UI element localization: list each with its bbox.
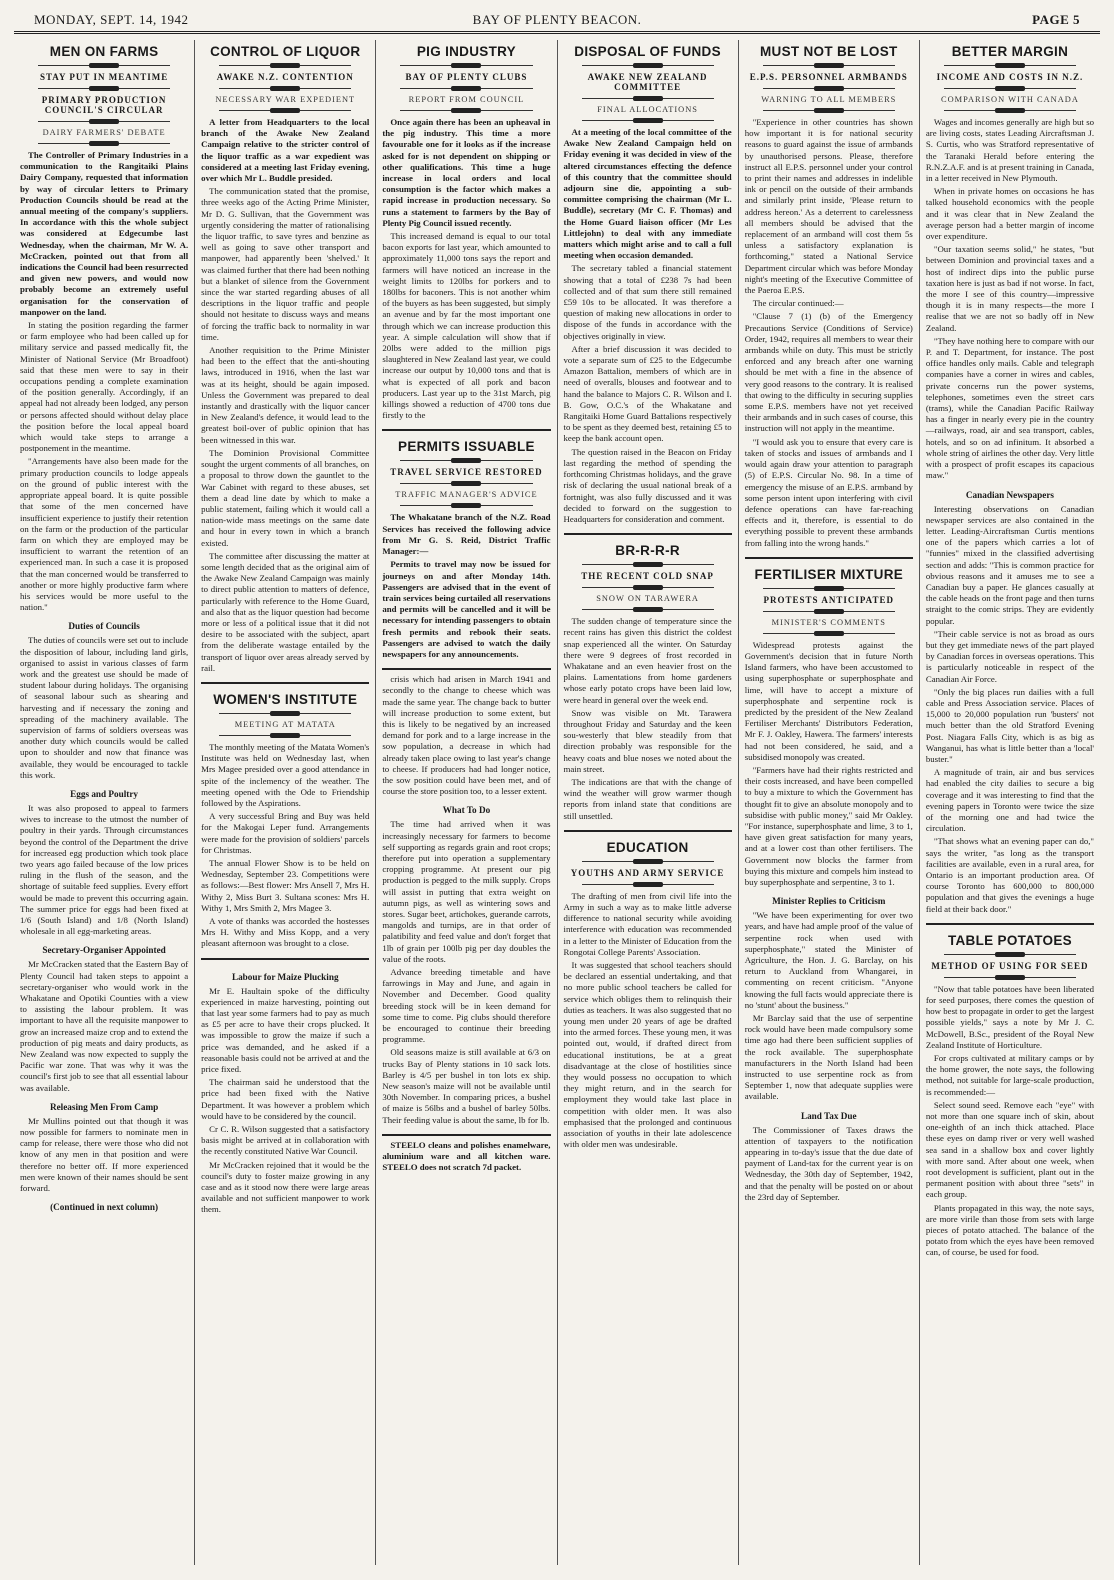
- paragraph: Mr Barclay said that the use of serpentine rock would have been made compulsory some time ago had there been sufficient supplies of the rock available. The superphosphate manufacturers in the North Island had been instructed to use serpentine rock as from September 1, now that adequate supplies were available.: [744, 1013, 913, 1102]
- deck: REPORT FROM COUNCIL: [408, 95, 525, 104]
- column-1: [14, 40, 195, 1565]
- paragraph: Another requisition to the Prime Minister had been to the effect that the anti-shouting laws, introduced in 1916, when the last war was at its height, should be again imposed. Unless the Government was prepared to deal instantly and drastically with the liquor cancer in New Zealand's defence, it would lead to the greatest boil-over of public opinion that has been witnessed in this war.: [201, 345, 370, 445]
- masthead: [14, 12, 1100, 34]
- deck: MEETING AT MATATA: [234, 719, 336, 729]
- divider: [400, 483, 532, 484]
- divider: [219, 88, 351, 89]
- paragraph: A vote of thanks was accorded the hostesses Mrs H. Withy and Miss Kopp, and a very pleasant afternoon was brought to a close.: [201, 916, 370, 949]
- deck: MINISTER'S COMMENTS: [771, 617, 886, 627]
- subheading: Land Tax Due: [800, 1110, 857, 1121]
- column-5: [739, 40, 920, 1565]
- paragraph: "Experience in other countries has shown how important it is for national security reasons to guard against the issue of armbands by unauthorised persons. Please, therefore instruct all E.P.S. personnel under your control to print their names and addresses in indelible ink or pencil on the outside of their armbands and similarly print inside, 'Please return to address hereon.' As a deterrent to carelessness all members should be advised that the replacement of an armband will cost them 5s unless a satisfactory explanation is forthcoming," stated a National Service Department circular which was before Monday night's meeting of the Executive Committee of the Paeroa E.P.S.: [744, 117, 913, 296]
- paragraph: "Farmers have had their rights restricted and their costs increased, and have been compelled to buy a mixture to which the Government has thought fit to give an absolute monopoly and to subsidise with public money," said Mr Oakley. "For instance, superphosphate and lime, 3 to 1, have given great satisfaction for many years, and at a lower cost than other fertilisers. The Government now blocks the farmer from buying this mixture and compels him instead to buy superphosphate and serpentine, 3 to 1.: [744, 764, 913, 887]
- headline-better-margin: BETTER MARGIN: [951, 44, 1069, 59]
- divider: [763, 588, 895, 589]
- paragraph: The Controller of Primary Industries in a communication to the Rangitaiki Plains Dairy Company, requested that information by way of circular letters to Primary Production Councils should be read at the annual meeting of the company's suppliers. In accordance with this the whole subject was considered at Edgecumbe last Wednesday, when the chairman, Mr W. A. McCracken, pointed out that from all indications the Council had been resurrected and given new powers, and would now probably become an extremely useful organisation for the conservation of manpower on the land.: [20, 150, 189, 317]
- headline-permits-issuable: PERMITS ISSUABLE: [398, 439, 535, 455]
- headline-womens-institute: WOMEN'S INSTITUTE: [213, 691, 358, 707]
- deck: NECESSARY WAR EXPEDIENT: [215, 95, 356, 104]
- divider: [763, 88, 895, 89]
- deck: YOUTHS AND ARMY SERVICE: [570, 867, 725, 878]
- paragraph: A very successful Bring and Buy was held for the Makogai Leper fund. Arrangements were made for the provision of soldiers' parcels for Christmas.: [201, 811, 370, 855]
- paper-title: BAY OF PLENTY BEACON.: [472, 12, 642, 27]
- divider: [38, 121, 170, 122]
- section-divider: [745, 557, 913, 563]
- subheading: Labour for Maize Plucking: [231, 971, 339, 982]
- paragraph: Select sound seed. Remove each "eye" with not more than one square inch of skin, about one-eighth of an inch thick attached. Place these eyes on damp river or very well washed sea sand in a shallow box and cover lightly with more sand. After about one week, when root development is sufficient, plant out in the permanent position with about three "sets" in each group.: [925, 1099, 1095, 1200]
- divider: [219, 713, 351, 714]
- paragraph: The circular continued:—: [752, 298, 844, 309]
- headline-control-of-liquor: CONTROL OF LIQUOR: [210, 44, 361, 59]
- deck: INCOME AND COSTS IN N.Z.: [936, 72, 1084, 82]
- paragraph: Widespread protests against the Government's decision that in future North Island farmers, who have been accustomed to using superphosphate or superphosphate and lime, will have to accept a mixture of superphosphate and serpentine rock is predicted by the president of the New Zealand Fertiliser Merchants' Distributors Federation, Mr F. J. Oakley, Hawera. The farmers' interests had not been considered, he said, and a subsidised monopoly was created.: [744, 639, 913, 762]
- divider: [944, 954, 1076, 955]
- paragraph: Mr Mullins pointed out that though it was now possible for farmers to nominate men in camp for release, there were those who did not know of any men in that position and were therefore no better off. If more experienced men were known of their names should be sent forward.: [20, 1115, 189, 1194]
- headline-fertiliser-mixture: FERTILISER MIXTURE: [754, 566, 904, 582]
- subheading: What To Do: [442, 805, 491, 816]
- paragraph: "Clause 7 (1) (b) of the Emergency Precautions Service (Conditions of Service) Order, 1942, requires all members to wear their armbands while on duty. This must be strictly enforced and any breach after one warning should be met with a fine in the absence of very good reasons to the contrary. It is realised that owing to the difficulty in securing supplies some E.P.S. members have not yet received their armbands and in such cases of course, this instruction will not apply in the meantime.: [744, 311, 913, 434]
- divider: [582, 587, 714, 588]
- headline-must-not-be-lost: MUST NOT BE LOST: [760, 44, 898, 59]
- divider: [219, 65, 351, 66]
- paragraph: "Now that table potatoes have been liberated for seed purposes, there comes the question of how best to propagate in order to get the largest possible yields," says a note by Mr J. C. McDowell, B.Sc., president of the Royal New Zealand Institute of Horticulture.: [925, 983, 1095, 1050]
- divider: [763, 611, 895, 612]
- paragraph: When in private homes on occasions he has talked household economics with the people and it was clear that in New Zealand the average person had a better margin of income over expenditure.: [925, 186, 1095, 242]
- section-divider: [564, 533, 732, 539]
- paragraph: "Only the big places run dailies with a full cable and Press Association service. Places of 15,000 to 20,000 population run 'busters' not much better than the old Stratford Evening Post. Niagara Falls City, which is as big as Wanganui, has what is little better than a 'local' buster.": [925, 686, 1095, 764]
- paragraph: The monthly meeting of the Matata Women's Institute was held on Wednesday last, when Mrs Magee presided over a good attendance in spite of the inclemency of the weather. The meeting opened with the Ode to Friendship followed by the Aspirations.: [201, 741, 370, 808]
- issue-date: MONDAY, SEPT. 14, 1942: [34, 12, 189, 27]
- paragraph: Plants propagated in this way, the note says, are more virile than those from sets with large pieces of potato attached. The balance of the potato from which the eyes have been removed can, of course, be used for food.: [925, 1202, 1095, 1258]
- subheading: Minister Replies to Criticism: [772, 896, 886, 907]
- divider: [763, 65, 895, 66]
- headline-education: EDUCATION: [606, 839, 689, 855]
- continued-note: (Continued in next column): [50, 1202, 159, 1213]
- section-divider: [926, 923, 1094, 929]
- paragraph: Wages and incomes generally are high but so are living costs, states Leading Aircraftsman J. S. Curtis, who was Stratford representative of the Taranaki Herald before entering the R.N.Z.A.F. and is at present training in Canada, in a letter received in New Plymouth.: [925, 117, 1095, 184]
- section-divider: [201, 682, 369, 688]
- paragraph: The committee after discussing the matter at some length decided that as the original aim of the Awake New Zealand Campaign was mainly to direct public attention to matters of defence, particularly with reference to the Home Guard, and also that as the liquor question had become more or less of a political issue that it did not desire to be associated with the subject, apart from the deliberate wastage entailed by the transport of liquor over areas already served by rail.: [201, 550, 370, 673]
- deck: BAY OF PLENTY CLUBS: [405, 72, 528, 82]
- paragraph: The communication stated that the promise, three weeks ago of the Acting Prime Minister, Mr D. G. Sullivan, that the Government was urgently considering the matter of rationalising the liquor traffic, to save tyres and benzine as well as going to save other transport and manpower, had apparently been 'shelved.' It was claimed further that there had been nothing but a blanket of silence from the Government since the war started regarding abuses of all descriptions in the liquor traffic and people should not hesitate to discuss ways and means of forcing the traffic back to normality in war time.: [201, 186, 370, 342]
- paragraph: It was also proposed to appeal to farmers wives to increase to the utmost the number of poultry in their yards. Through circumstances beyond the control of the Department the drive for increased egg production which took place two years ago failed because of the low prices ruling in the flush of the season, and the shortage of suitable feed supplies. Every effort would be made to prevent this occurring again. The summer price for eggs had been fixed at 1/6 (South Island) and 1/8 (North Island) wholesale in all egg-marketing areas.: [20, 802, 189, 937]
- divider: [944, 977, 1076, 978]
- divider: [400, 110, 532, 111]
- paragraph: This increased demand is equal to our total bacon exports for last year, which amounted to approximately 11,000 tons says the report and farmers will have noticed an increase in the weight limits to 120lbs for porkers and to 180lbs for baconers. This is not another whim of the buyers as has been suggested, but simply an avenue and by far the most important one through which we can increase production this year. A simple calculation will show that if 20lbs were added to the million pigs slaughtered in New Zealand last year, we could increase our output by 10,000 tons and that is what is expected of all pork and bacon producers. Last year up to the 31st March, pig killings showed a reduction of 4700 tons due firstly to the: [382, 231, 551, 421]
- paragraph: Advance breeding timetable and have farrowings in May and June, and again in November and December. Good quality breeding stock will be in keen demand for some time to come. Pig clubs should therefore be encouraged to continue their breeding programme.: [382, 967, 551, 1045]
- paragraph: crisis which had arisen in March 1941 and secondly to the change to cheese which was made the same year. The change back to butter will increase production to some extent, but this is likely to be negatived by an increased demand for pork and to a large increase in the sow population, a decrease in which had already taken place owing to last year's change to cheese. If producers had had longer notice, the sow position could have been met, and of course the store position too, to a lesser extent.: [382, 674, 551, 797]
- deck: AWAKE NEW ZEALAND COMMITTEE: [587, 72, 708, 92]
- deck: WARNING TO ALL MEMBERS: [761, 95, 897, 104]
- section-divider: [382, 429, 550, 435]
- column-4: [558, 40, 739, 1565]
- deck: STAY PUT IN MEANTIME: [39, 72, 169, 82]
- paragraph: Cr C. R. Wilson suggested that a satisfactory basis might be arrived at in collaboration with the recently constituted Native War Council.: [201, 1124, 370, 1157]
- column-2: [195, 40, 376, 1565]
- paragraph: It was suggested that school teachers should be declared an essential undertaking, and that no more public school teachers be called for service which obliges them to relinquish their duties as teachers. It was also suggested that no young men under 20 years of age be drafted into the armed forces. These young men, it was pointed out, would, if drafted direct from educational institutions, be at a great disadvantage at the close of hostilities since they would possess no occupation to which they might return, and in the search for employment they would take last place in competition with older men. It was also emphasised that the prolonged and continuous association of youths in their late adolescence with older men was undesirable.: [563, 959, 732, 1150]
- column-6: [920, 40, 1100, 1565]
- paragraph: Mr McCracken stated that the Eastern Bay of Plenty Council had taken steps to appoint a secretary-organiser who would work in the Whakatane and Opotiki Counties with a view to assisting the labour problem. It was important to have all the requisite manpower to grow an increased maize crop and to extend the production of pig meats and dairy products, as New Zealand was now expected to supply the Pacific war zone. That was why it was the council's first job to see that all essential labour was available.: [20, 959, 189, 1093]
- divider: [400, 505, 532, 506]
- column-3: [376, 40, 557, 1565]
- subheading: Secretary-Organiser Appointed: [42, 945, 166, 956]
- paragraph: Snow was visible on Mt. Tarawera throughout Friday and Saturday and the keen sou-westerly that blew steadily from that direction probably was responsible for the heavy coats and blue noses we noted about the main street.: [563, 707, 732, 774]
- paragraph: Interesting observations on Canadian newspaper services are also contained in the letter. Leading-Aircraftsman Curtis mentions one of the papers which carries a lot of "funnies" mixed in the classified advertising section and adds: "This is common practice for obvious reasons and it amuses me to see a Canadian buy a paper. He glances casually at the cable heads on the front page and then turns straight to the comic strips. They are evidently popular.: [925, 503, 1095, 626]
- paragraph: For crops cultivated at military camps or by the home grower, the note says, the following method, not suitable for large-scale production, is recommended:—: [925, 1053, 1095, 1097]
- headline-men-on-farms: MEN ON FARMS: [49, 44, 159, 59]
- headline-pig-industry: PIG INDUSTRY: [416, 44, 516, 59]
- headline-br-r-r-r: BR-R-R-R: [615, 543, 680, 559]
- paragraph: The indications are that with the change of wind the weather will grow warmer though reports from inland state that conditions are still unsettled.: [563, 776, 732, 821]
- paragraph: "They have nothing here to compare with our P. and T. Department, for instance. The post office handles only mails. Cable and telegraph companies have a corner in wires and cables, private concerns run the power systems, telephones, sometimes even the street cars (trams), while the Canadian Pacific Railway has a finger in nearly every pie in the country—railways, road, air and sea transport, cables, hotels, and so on ad infinitum. It absorbed a whole string of airlines the other day. Very little with a prospect of profit escapes its capacious maw.": [925, 335, 1095, 481]
- paragraph: "That shows what an evening paper can do," says the writer, "as long as the transport facilities are available, even in a rural area, for Ontario is an important production area. Of course Toronto has 600,000 to 800,000 population and that gives the evenings a huge field at their back door.": [925, 836, 1095, 914]
- divider: [763, 110, 895, 111]
- divider: [944, 110, 1076, 111]
- paragraph: After a brief discussion it was decided to vote a separate sum of £25 to the Edgecumbe Amazon Battalion, members of which are in need of overalls, blouses and footwear and to hand the balance to Majors C. R. Wilson and I. B. Gow, O.C.'s of the Whakatane and Rangitaiki Home Guard Battalions respectively to be spent as they deemed best, retaining £5 to keep the bank account open.: [563, 343, 732, 444]
- advertisement-steelo: STEELO cleans and polishes enamelware, aluminium ware and all kitchen ware. STEELO does not scratch 7d packet.: [382, 1139, 551, 1173]
- paragraph: The time had arrived when it was increasingly necessary for farmers to become self supporting as regards grain and root crops; therefore put into operation a supplementary cropping programme. At present our pig production is pegged to the milk supply. Crops will assist in putting that extra weight on autumn pigs, as well as wintering sows and stores. Sugar beet, artichokes, guerande carrots, mangolds and turnips, are in that order of palatibility and feed value and don't forget that 1lb of grain per 100lb pig per day doubles the value of the roots.: [382, 819, 551, 964]
- paragraph: In stating the position regarding the farmer or farm employee who had been called up for military service and passed medically fit, the Minister of National Service (Mr Broadfoot) said that these men were to say in their occupations pending a complete examination of the position generally. Accordingly, if an appeal had not already been lodged, any person or persons affected should without delay place the position before the local appeal board which would take steps to arrange a postponement in the meantime.: [20, 320, 189, 454]
- deck: PROTESTS ANTICIPATED: [763, 594, 894, 605]
- paragraph: "I would ask you to ensure that every care is taken of stocks and issues of armbands and I would again draw your attention to paragraph (5) of E.P.S. Circular No. 98. In a time of emergency the misuse of an E.P.S. armband by some person intent upon interfering with civil defence operations can have far-reaching effects and it, therefore, is essential to do everything possible to prevent these armbands from falling into the wrong hands.": [744, 436, 913, 548]
- headline-disposal-of-funds: DISPOSAL OF FUNDS: [574, 44, 721, 59]
- page-number: PAGE 5: [1032, 12, 1081, 27]
- deck: COMPARISON WITH CANADA: [941, 95, 1079, 104]
- paragraph: "Our taxation seems solid," he states, "but between Dominion and provincial taxes and a host of indirect dips into the public purse taxation here is just as bad if not worse. In fact, the more I see of this country—impressive though it is in many respects—the more I realise that we are not so badly off in New Zealand.: [925, 244, 1095, 333]
- divider: [400, 460, 532, 461]
- divider: [582, 884, 714, 885]
- paragraph: The annual Flower Show is to be held on Wednesday, September 23. Competitions were as follows:—Best flower: Mrs Ansell 7, Mrs H. Withy 2, Miss Burt 3. Sultana scones: Mrs H. Withy 1, Mrs Smith 2, Mrs Magee 3.: [201, 857, 370, 913]
- divider: [763, 633, 895, 634]
- paragraph: A magnitude of train, air and bus services had enabled the city dailies to secure a big coverage and it was interesting to find that the evening papers in Toronto were twice the size of the morning one and had twice the circulation.: [925, 767, 1095, 834]
- deck: METHOD OF USING FOR SEED: [931, 960, 1089, 971]
- headline-table-potatoes: TABLE POTATOES: [947, 932, 1072, 948]
- section-divider: [564, 830, 732, 836]
- divider: [400, 65, 532, 66]
- paragraph: At a meeting of the local committee of the Awake New Zealand Campaign held on Friday evening it was decided in view of the altered circumstances effecting the defence of this country that the committee should adjourn sine die, appointing a sub-committee comprising the chairman (Mr L. Buddle), secretary (Mr C. F. Thomas) and the Home Guard liaison officer (Mr Les Littlejohn) to deal with any immediate matters which might arise and to call a full meeting when occasion demanded.: [563, 127, 732, 261]
- divider: [219, 110, 351, 111]
- divider: [219, 735, 351, 736]
- divider: [582, 609, 714, 610]
- paragraph: Old seasons maize is still available at 6/3 on trucks Bay of Plenty stations in 10 sack lots. Barley is 4/5 per bushel in ton lots ex ship. New season's maize will not be available until 30th November. In comparing prices, a bushel of maize is 56lbs and a bushel of barley 50lbs. Their feeding value is about the same, lb for lb.: [382, 1047, 551, 1125]
- section-divider: [201, 958, 369, 964]
- divider: [38, 143, 170, 144]
- deck: PRIMARY PRODUCTION COUNCIL'S CIRCULAR: [41, 95, 167, 115]
- paragraph: The drafting of men from civil life into the Army in such a way as to make little adverse difference to national security while avoiding interference with education was recommended in a letter to the Minister of Education from the Rongotai College Parents' Association.: [563, 890, 732, 957]
- paragraph: The Commissioner of Taxes draws the attention of taxpayers to the notification appearing in to-day's issue that the due date of payment of Land-tax for the current year is on Wednesday, the 30th day of September, 1942, and that the penalty will be posted on or about the 23rd day of September.: [744, 1124, 913, 1202]
- deck: FINAL ALLOCATIONS: [597, 105, 698, 114]
- deck: E.P.S. PERSONNEL ARMBANDS: [749, 72, 908, 82]
- deck: TRAFFIC MANAGER'S ADVICE: [395, 490, 538, 500]
- divider: [38, 65, 170, 66]
- paragraph: Mr E. Haultain spoke of the difficulty experienced in maize harvesting, pointing out that last year some farmers had to pay as much as £5 per acre to have their crops plucked. It was impossible to grow the maize if such a price was demanded, and he asked if a reasonable basis could not be arrived at and the price fixed.: [201, 985, 370, 1075]
- subheading: Eggs and Poultry: [70, 788, 139, 799]
- paragraph: The secretary tabled a financial statement showing that a total of £238 7s had been collected and of that sum there still remained £59 10s to be allocated. It was therefore a question of making new allocations in order to dispose of the funds in accordance with the objectives originally in view.: [563, 263, 732, 341]
- paragraph: "Arrangements have also been made for the primary production councils to lodge appeals on the ground of public interest with the appropriate appeal board. It is quite possible that some of the men concerned have insufficient experience to justify their retention on the farm or the production of the particular farm on which they are employed may be insufficient to warrant the retention of an experienced man. In such a case it is proposed that the man concerned would be transferred to another or more highly productive farm where his services would be more useful to the nation.": [20, 456, 189, 613]
- paragraph: Permits to travel may now be issued for journeys on and after Monday 14th. Passengers are advised that in the event of train services being curtailed all reservations and permits will be cancelled and it will be necessary for intending passengers to obtain fresh permits and rebook their seats. Passengers are advised to watch the daily newspapers for any announcements.: [382, 559, 551, 659]
- paragraph: The question raised in the Beacon on Friday last regarding the method of spending the forthcoming Christmas holidays, and the grave risk of declaring the usual national break of a fortnight, was also fully discussed and it was decided to forward on the suggestion to Headquarters for consideration and comment.: [563, 446, 732, 524]
- deck: AWAKE N.Z. CONTENTION: [216, 72, 354, 82]
- divider: [582, 564, 714, 565]
- deck: THE RECENT COLD SNAP: [581, 571, 714, 582]
- columns: [14, 40, 1100, 1565]
- paragraph: The sudden change of temperature since the recent rains has given this district the coldest snap experienced all the winter. On Saturday there were 9 degrees of frost recorded in Whakatane and an even heavier frost on the plains. Lamentations from home gardeners whose early potato crops have been laid low, were heard in general over the week end.: [563, 616, 732, 705]
- subheading: Duties of Councils: [68, 621, 140, 632]
- subheading: Releasing Men From Camp: [49, 1101, 159, 1112]
- divider: [944, 65, 1076, 66]
- paragraph: The duties of councils were set out to include the disposition of labour, including land girls, organised to assist in various classes of farm work and the greatest use should be made of student labour during holidays. The organising of seasonal labour such as shearing and harvesting and if necessary the zoning and spreading of the machinery available. The supervision of farms of soldiers overseas was another duty which councils would be called upon to shoulder and now that finance was available, they would be encouraged to tackle this work.: [20, 635, 189, 780]
- paragraph: The Dominion Provisional Committee sought the urgent comments of all branches, on a proposal to throw down the gauntlet to the War Cabinet with regard to these abuses, set them a dead line date by which to make a public statement, failing which it would call a nation-wide mass meetings on the same date and hour in every town in which a branch existed.: [201, 447, 370, 548]
- paragraph: Once again there has been an upheaval in the pig industry. This time a more favourable one for it looks as if the increase asked for is not dependent on shipping or other qualifications. This time a huge increase in local orders and local consumption is the factor which makes a rapid increase in production necessary. So runs a statement to farmers by the Bay of Plenty Pig Council issued recently.: [382, 117, 551, 228]
- paragraph: The Whakatane branch of the N.Z. Road Services has received the following advice from Mr G. S. Reid, District Traffic Manager:—: [382, 512, 551, 557]
- paragraph: "We have been experimenting for over two years, and have had ample proof of the value of serpentine rock when used with superphosphate," stated the Minister of Agriculture, the Hon. J. G. Barclay, on his return to Auckland from Whangarei, in commenting on recent criticism. "Anyone knowing the full facts would appreciate there is no 'stunt' about the business.": [744, 910, 913, 1010]
- deck: SNOW ON TARAWERA: [596, 594, 699, 604]
- divider: [38, 88, 170, 89]
- divider: [582, 120, 714, 121]
- deck: TRAVEL SERVICE RESTORED: [390, 467, 543, 478]
- paragraph: "Their cable service is not as broad as ours but they get immediate news of the part played by Canadian forces in overseas operations. This is particularly noticeable in respect of the Canadian Air Force.: [925, 628, 1095, 684]
- paragraph: A letter from Headquarters to the local branch of the Awake New Zealand Campaign relative to the stricter control of the liquor traffic as a war expedient was considered at a meeting last Friday evening, over which Mr L. Buddle presided.: [201, 117, 370, 184]
- divider: [582, 65, 714, 66]
- divider: [582, 861, 714, 862]
- divider: [400, 88, 532, 89]
- divider: [944, 88, 1076, 89]
- paragraph: The chairman said he understood that the price had been fixed with the Native Department. It was however a problem which would have to be considered by the council.: [201, 1077, 370, 1121]
- subheading: Canadian Newspapers: [965, 489, 1054, 500]
- divider: [582, 98, 714, 99]
- deck: DAIRY FARMERS' DEBATE: [42, 128, 166, 137]
- paragraph: Mr McCracken rejoined that it would be the council's duty to foster maize growing in any case and as it stood now there were large areas available and not sufficient manpower to work them.: [201, 1159, 370, 1215]
